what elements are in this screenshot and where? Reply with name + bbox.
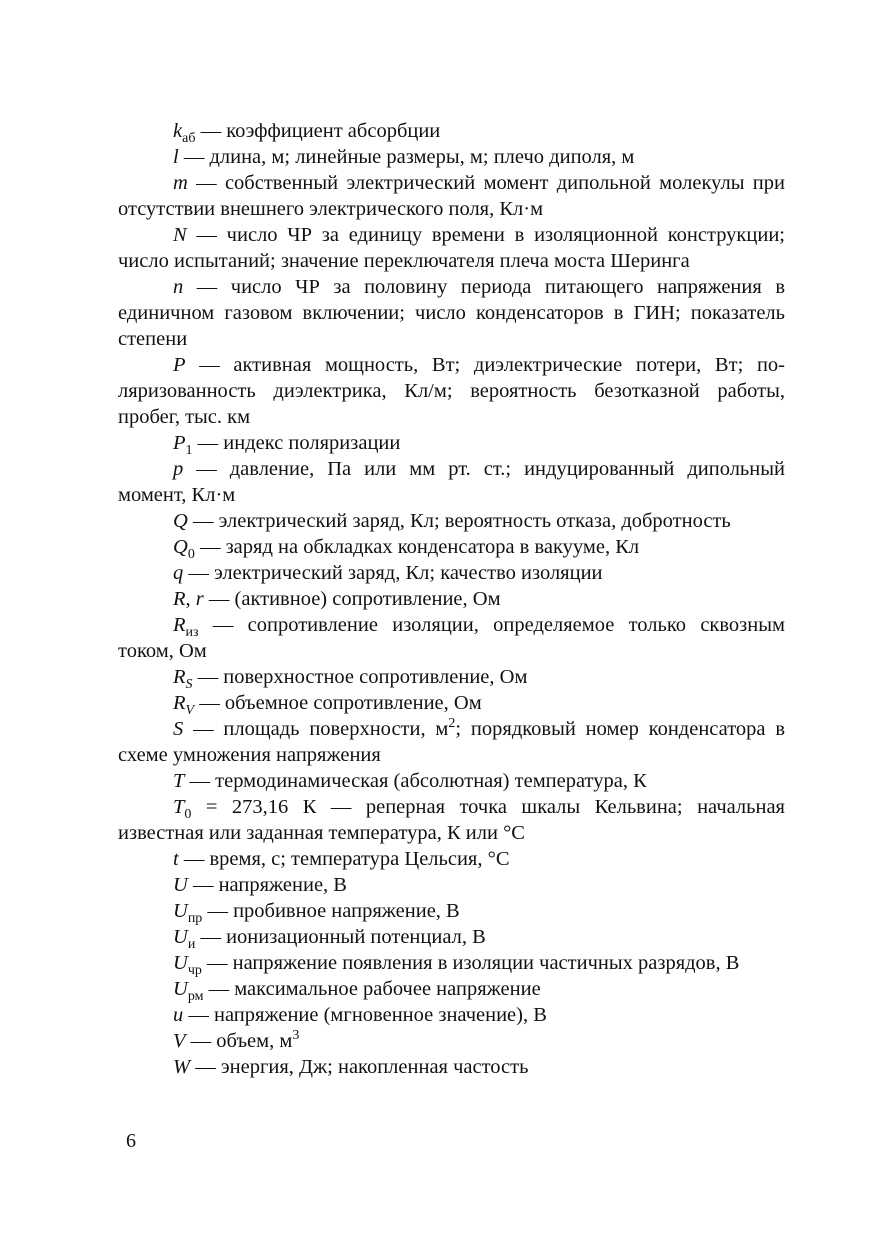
subscript: чр [187, 963, 202, 978]
symbol-definition [118, 274, 785, 352]
symbol-definition [118, 898, 785, 924]
subscript: S [185, 677, 193, 692]
subscript: пр [187, 911, 203, 926]
definition-text: — площадь поверхности, м [183, 718, 449, 740]
definition-text: — число ЧР за единицу времени в изоляционной конструкции; число испытаний; значение переключателя плеча моста Шеринга [118, 224, 785, 272]
definition-text: — энергия, Дж; накопленная частость [190, 1056, 529, 1078]
symbol-definition [118, 456, 785, 508]
symbol-definition [118, 846, 785, 872]
definition-text: — напряжение, В [187, 874, 347, 896]
subscript: из [185, 625, 199, 640]
symbol: N [173, 224, 187, 246]
symbol-definition [118, 560, 785, 586]
subscript: 0 [184, 807, 192, 822]
symbol: q [173, 562, 184, 584]
symbol-definition [118, 794, 785, 846]
symbol-definition [118, 352, 785, 430]
definition-text: — термодинамическая (абсолютная) температура, К [184, 770, 647, 792]
symbol-definition [118, 924, 785, 950]
definition-text: — объемное сопротивление, Ом [194, 692, 482, 714]
definition-text: — напряжение появления в изоляции частичных разрядов, В [201, 952, 740, 974]
symbol-definition [118, 690, 785, 716]
symbol: n [173, 276, 184, 298]
definition-text: — электрический заряд, Кл; вероятность отказа, добротность [187, 510, 731, 532]
superscript: 2 [448, 716, 456, 731]
symbol-definition [118, 118, 785, 144]
symbol: V [173, 1030, 186, 1052]
symbol-definition [118, 1002, 785, 1028]
subscript: 0 [187, 547, 195, 562]
definition-text: — коэффициент абсорбции [195, 120, 441, 142]
definition-text: — длина, м; линейные размеры, м; плечо диполя, м [178, 146, 635, 168]
definition-text: — индекс поляризации [192, 432, 401, 454]
symbol: U [173, 952, 188, 974]
definition-text: — пробивное напряжение, В [202, 900, 460, 922]
symbol: T [173, 770, 185, 792]
symbol: R [173, 666, 186, 688]
symbol: Q [173, 536, 188, 558]
symbol: U [173, 926, 188, 948]
definition-text: — напряжение (мгновенное значение), В [183, 1004, 547, 1026]
definition-text: = 273,16 К — реперная точка шкалы Кельвина; начальная известная или заданная температура, К или °С [118, 796, 785, 844]
symbol-list [118, 118, 785, 1080]
subscript: 1 [185, 443, 193, 458]
definition-text: — сопротивление изоляции, определяемое только сквозным током, Ом [118, 614, 785, 662]
symbol: U [173, 900, 188, 922]
symbol-definition [118, 430, 785, 456]
definition-text: — заряд на обкладках конденсатора в вакууме, Кл [194, 536, 640, 558]
symbol-definition [118, 508, 785, 534]
symbol-definition [118, 716, 785, 768]
symbol-definition [118, 950, 785, 976]
definition-text: — объем, м [185, 1030, 293, 1052]
definition-text: — электрический заряд, Кл; качество изоляции [183, 562, 603, 584]
symbol-definition [118, 586, 785, 612]
symbol-definition [118, 872, 785, 898]
subscript: и [187, 937, 196, 952]
subscript: аб [182, 131, 196, 146]
page-number: 6 [126, 1130, 136, 1152]
definition-text: ; порядковый номер конденсатора в схеме умножения напряжения [118, 718, 785, 766]
symbol: l [173, 146, 179, 168]
symbol: P [173, 354, 186, 376]
symbol: U [173, 978, 188, 1000]
symbol: W [173, 1056, 191, 1078]
subscript: V [185, 703, 195, 718]
symbol: p [173, 458, 184, 480]
symbol: P [173, 432, 186, 454]
symbol: u [173, 1004, 184, 1026]
symbol-definition [118, 222, 785, 274]
symbol-definition [118, 144, 785, 170]
symbol: t [173, 848, 179, 870]
definition-text: — ионизационный потенциал, В [195, 926, 486, 948]
superscript: 3 [292, 1028, 300, 1043]
symbol: T [173, 796, 185, 818]
symbol: k [173, 120, 183, 142]
symbol-definition [118, 768, 785, 794]
subscript: рм [187, 989, 204, 1004]
symbol-definition [118, 612, 785, 664]
definition-text: — время, с; температура Цельсия, °С [178, 848, 510, 870]
symbol: R [173, 614, 186, 636]
symbol: Q [173, 510, 188, 532]
symbol-definition [118, 1054, 785, 1080]
symbol-definition [118, 170, 785, 222]
definition-text: , [185, 588, 196, 610]
definition-text: — число ЧР за половину периода питающего напряжения в единичном газовом включении; число конденсаторов в ГИН; показатель степени [118, 276, 785, 350]
definition-text: — активная мощность, Вт; диэлектрические потери, Вт; поляризованность диэлектрика, Кл/м; вероятность безотказной работы, пробег, тыс. км [118, 354, 785, 428]
symbol: U [173, 874, 188, 896]
symbol: m [173, 172, 188, 194]
symbol-definition [118, 1028, 785, 1054]
symbol: R [173, 588, 186, 610]
definition-text: — давление, Па или мм рт. ст.; индуцированный дипольный момент, Кл·м [118, 458, 785, 506]
symbol-definition [118, 976, 785, 1002]
definition-text: — максимальное рабочее напряжение [203, 978, 541, 1000]
symbol: S [173, 718, 184, 740]
definition-text: — (активное) сопротивление, Ом [203, 588, 501, 610]
symbol: r [195, 588, 204, 610]
definition-text: — поверхностное сопротивление, Ом [192, 666, 528, 688]
definition-text: — собственный электрический момент дипольной молекулы при отсутствии внешнего электрического поля, Кл·м [118, 172, 785, 220]
symbol-definition [118, 534, 785, 560]
symbol-definition [118, 664, 785, 690]
symbol: R [173, 692, 186, 714]
